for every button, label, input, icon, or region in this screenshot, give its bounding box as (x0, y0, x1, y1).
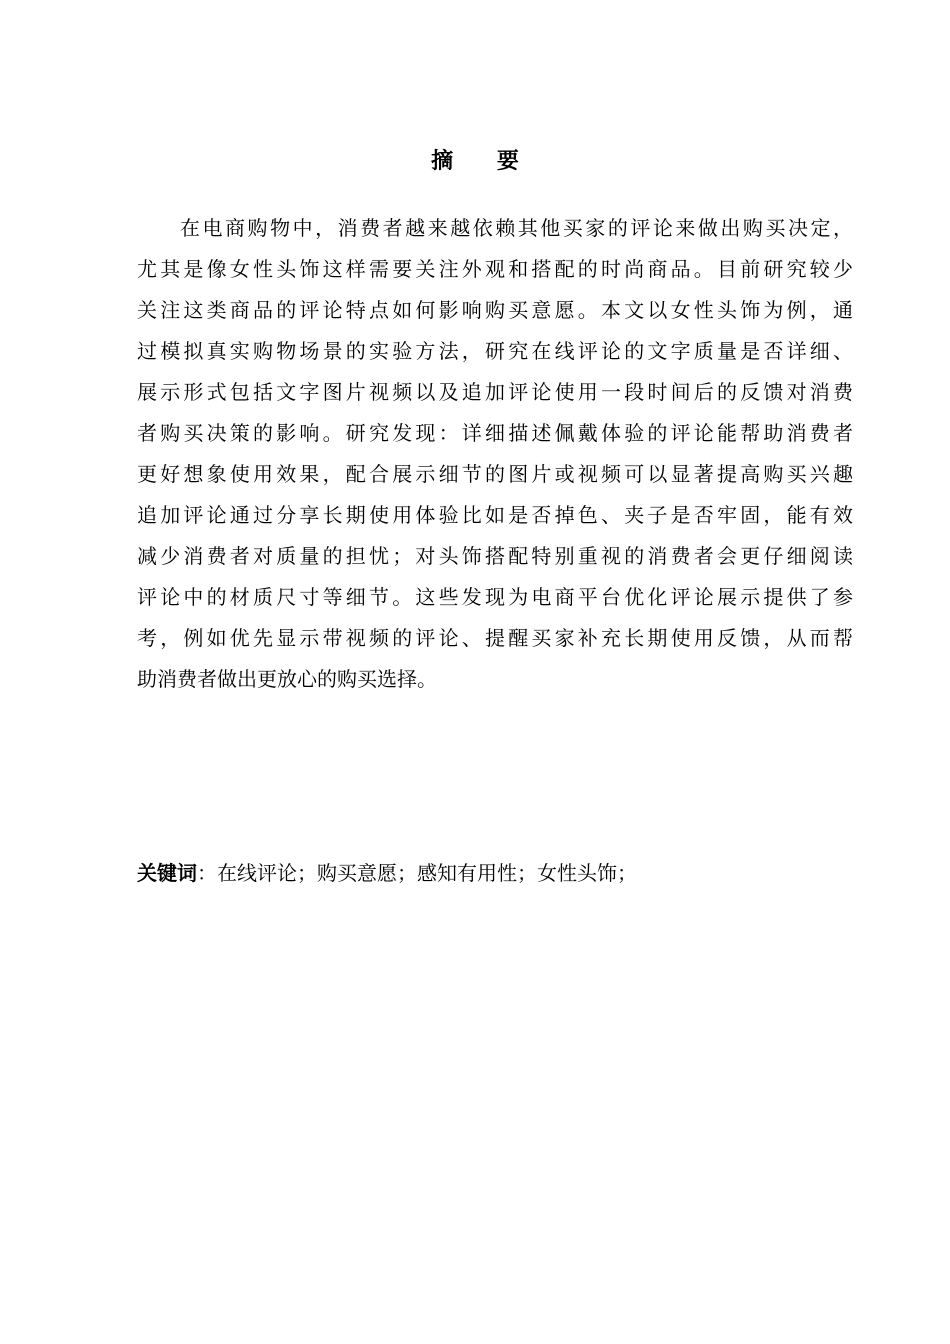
keywords-text: ：在线评论；购买意愿；感知有用性；女性头饰； (197, 861, 637, 885)
abstract-line: 展示形式包括文字图片视频以及追加评论使用一段时间后的反馈对消费 (137, 380, 853, 404)
abstract-line: 减少消费者对质量的担忧；对头饰搭配特别重视的消费者会更仔细阅读 (137, 544, 853, 568)
abstract-line: 更好想象使用效果，配合展示细节的图片或视频可以显著提高购买兴趣 (137, 462, 853, 486)
abstract-line: 关注这类商品的评论特点如何影响购买意愿。本文以女性头饰为例，通 (137, 298, 853, 322)
abstract-line: 在电商购物中，消费者越来越依赖其他买家的评论来做出购买决定， (180, 216, 853, 240)
abstract-line: 者购买决策的影响。研究发现：详细描述佩戴体验的评论能帮助消费者 (137, 421, 853, 445)
abstract-line: 考，例如优先显示带视频的评论、提醒买家补充长期使用反馈，从而帮 (137, 626, 853, 650)
keywords-label: 关键词 (137, 861, 197, 885)
abstract-line: 追加评论通过分享长期使用体验比如是否掉色、夹子是否牢固，能有效 (137, 503, 853, 527)
keywords-line (137, 853, 637, 893)
abstract-line: 助消费者做出更放心的购买选择。 (137, 667, 437, 691)
abstract-line: 过模拟真实购物场景的实验方法，研究在线评论的文字质量是否详细、 (137, 339, 853, 363)
abstract-line: 评论中的材质尺寸等细节。这些发现为电商平台优化评论展示提供了参 (137, 585, 853, 609)
abstract-line: 尤其是像女性头饰这样需要关注外观和搭配的时尚商品。目前研究较少 (137, 257, 853, 281)
abstract-title: 摘 要 (431, 149, 537, 174)
abstract-body (137, 208, 853, 700)
